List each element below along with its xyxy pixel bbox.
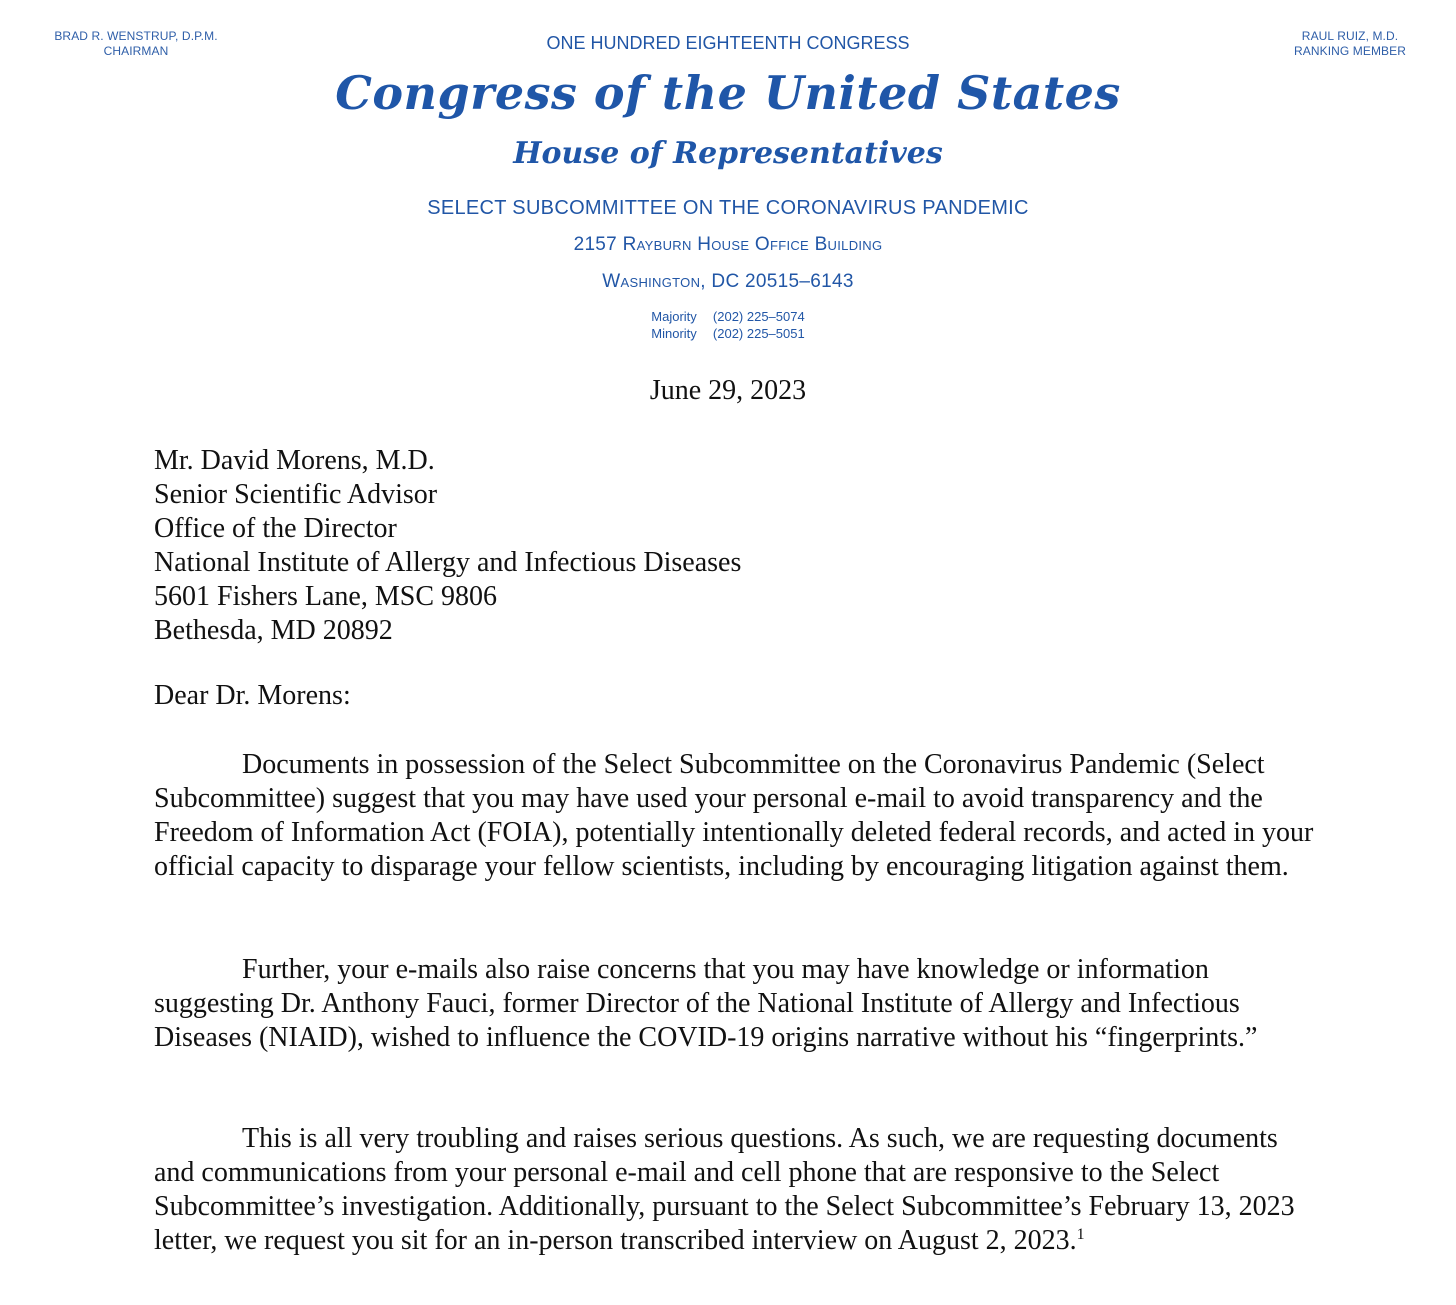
house-title: House of Representatives (513, 136, 943, 171)
majority-phone-row (0, 308, 1456, 325)
paragraph-2: Further, your e-mails also raise concerns that you may have knowledge or information suggesting Dr. Anthony Fauci, former Director of the National Institute of Allergy and Infectious Diseases (NIAID), wished to influence the COVID-19 origins narrative without his “fingerprints.” (154, 954, 1258, 1053)
phone-numbers (0, 308, 1456, 342)
congress-number: ONE HUNDRED EIGHTEENTH CONGRESS (546, 33, 910, 53)
recipient-institute: National Institute of Allergy and Infectious Diseases (154, 547, 742, 578)
congress-title: Congress of the United States (335, 66, 1121, 120)
salutation: Dear Dr. Morens: (154, 680, 351, 711)
recipient-city: Bethesda, MD 20892 (154, 615, 393, 646)
office-address-line2: Washington, DC 20515–6143 (602, 271, 854, 292)
recipient-address (154, 444, 741, 648)
majority-phone: (202) 225–5074 (712, 309, 805, 324)
minority-phone-row (0, 325, 1456, 342)
paragraph-1: Documents in possession of the Select Subcommittee on the Coronavirus Pandemic (Select Subcommittee) suggest that you may have used your personal e-mail to avoid transparency and the Freedom of Information Act (FOIA), potentially intentionally deleted federal records, and acted in your official capacity to disparage your fellow scientists, including by encouraging litigation against them. (154, 749, 1314, 882)
paragraph-3 (154, 1122, 1314, 1258)
recipient-street: 5601 Fishers Lane, MSC 9806 (154, 581, 497, 612)
chairman-title: CHAIRMAN (103, 44, 169, 58)
chairman-name: BRAD R. WENSTRUP, D.P.M. (54, 29, 218, 43)
minority-phone: (202) 225–5051 (712, 326, 805, 341)
footnote-marker[interactable]: 1 (1076, 1226, 1085, 1243)
minority-label: Minority (651, 326, 697, 341)
ranking-member-title: RANKING MEMBER (1293, 44, 1407, 58)
ranking-member-name: RAUL RUIZ, M.D. (1301, 29, 1399, 43)
committee-name: SELECT SUBCOMMITTEE ON THE CORONAVIRUS PANDEMIC (427, 197, 1029, 219)
recipient-name: Mr. David Morens, M.D. (154, 445, 435, 476)
recipient-office: Office of the Director (154, 513, 397, 544)
majority-label: Majority (651, 309, 697, 324)
office-address-line1: 2157 Rayburn House Office Building (573, 234, 883, 255)
paragraph-3-text: This is all very troubling and raises serious questions. As such, we are requesting documents and communications from your personal e-mail and cell phone that are responsive to the Select Subcommittee’s investigation. Additionally, pursuant to the Select Subcommittee’s February 13, 2023 letter, we request you sit for an in-person transcribed interview on August 2, 2023. (154, 1123, 1295, 1256)
letter-date: June 29, 2023 (649, 375, 807, 406)
recipient-title: Senior Scientific Advisor (154, 479, 438, 510)
